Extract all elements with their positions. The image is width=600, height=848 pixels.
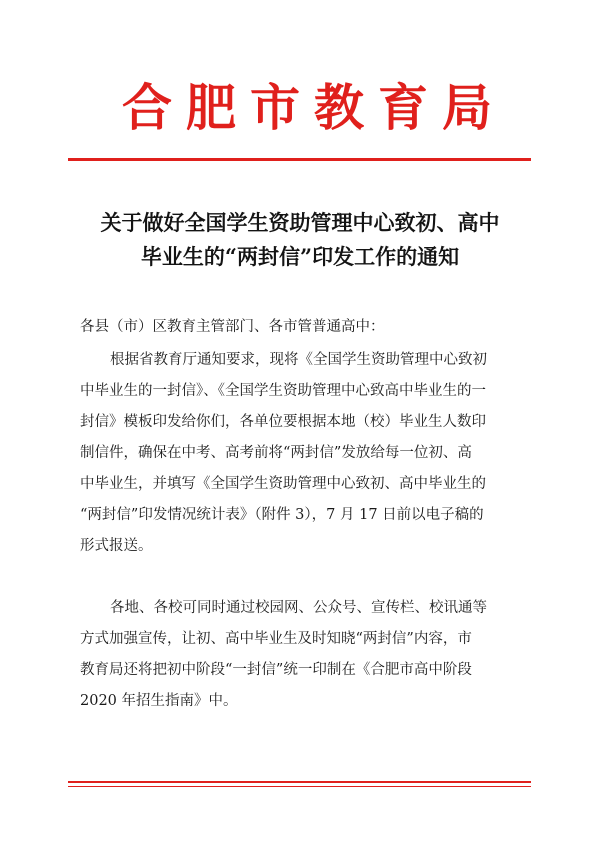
paragraph-line: 封信》模板印发给你们，各单位要根据本地（校）毕业生人数印 xyxy=(80,414,486,430)
paragraph-line: 制信件，确保在中考、高考前将“两封信”发放给每一位初、高 xyxy=(80,445,472,461)
paragraph-line: 中毕业生的一封信》、《全国学生资助管理中心致高中毕业生的一 xyxy=(80,383,486,399)
document-title xyxy=(0,206,600,274)
paragraph-line: “两封信”印发情况统计表》（附件 3），7 月 17 日前以电子稿的 xyxy=(80,507,484,523)
footer-divider-thick xyxy=(68,781,531,783)
issuer-masthead: 合肥市教育局 xyxy=(122,78,506,137)
title-line-2: 毕业生的“两封信”印发工作的通知 xyxy=(140,244,460,269)
title-line-1: 关于做好全国学生资助管理中心致初、高中 xyxy=(100,210,500,235)
paragraph-line: 2020 年招生指南》中。 xyxy=(80,693,238,709)
paragraph-line: 形式报送。 xyxy=(80,538,153,554)
body-paragraph-1 xyxy=(80,345,524,562)
body-paragraph-2 xyxy=(80,593,524,717)
salutation: 各县（市）区教育主管部门、各市管普通高中： xyxy=(80,319,385,335)
footer-divider-thin xyxy=(68,786,531,787)
paragraph-line: 根据省教育厅通知要求，现将《全国学生资助管理中心致初 xyxy=(110,352,487,368)
paragraph-line: 各地、各校可同时通过校园网、公众号、宣传栏、校讯通等 xyxy=(110,600,487,616)
paragraph-line: 方式加强宣传，让初、高中毕业生及时知晓“两封信”内容，市 xyxy=(80,631,472,647)
paragraph-line: 中毕业生，并填写《全国学生资助管理中心致初、高中毕业生的 xyxy=(80,476,486,492)
masthead-divider xyxy=(68,158,531,161)
paragraph-line: 教育局还将把初中阶段“一封信”统一印制在《合肥市高中阶段 xyxy=(80,662,472,678)
